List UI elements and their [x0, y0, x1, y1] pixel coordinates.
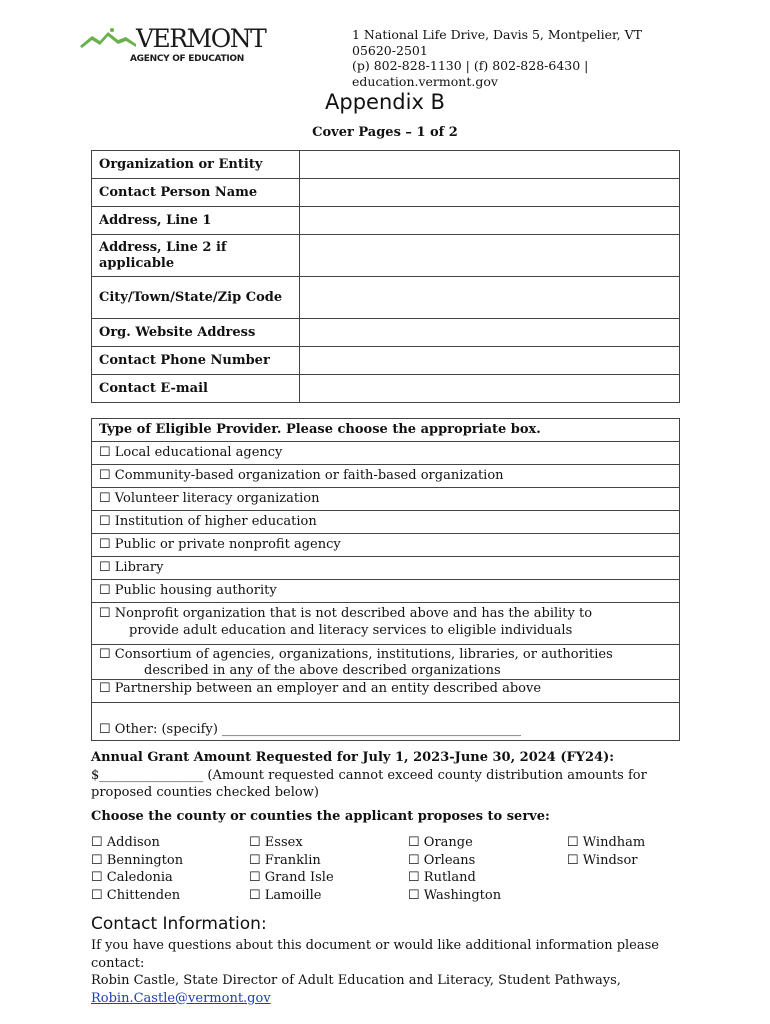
- checkbox-icon[interactable]: ☐: [99, 468, 111, 483]
- table-row: [92, 488, 680, 511]
- table-row: [92, 534, 680, 557]
- provider-header: Type of Eligible Provider. Please choose the appropriate box.: [92, 419, 680, 442]
- field-label: Contact Phone Number: [92, 347, 300, 375]
- option-label-cont: described in any of the above described organizations: [144, 663, 501, 678]
- agency-address: [352, 27, 672, 89]
- grant-amount-section: [91, 749, 691, 802]
- provider-option-partnership[interactable]: [92, 680, 680, 703]
- table-row: [92, 511, 680, 534]
- checkbox-icon[interactable]: ☐: [567, 852, 579, 868]
- county-option[interactable]: [91, 834, 183, 852]
- table-row: [92, 235, 680, 277]
- table-row: [92, 207, 680, 235]
- contact-intro: If you have questions about this document or would like additional information please contact:: [91, 938, 659, 971]
- county-label: Windsor: [582, 852, 638, 868]
- table-row: [92, 580, 680, 603]
- field-label: City/Town/State/Zip Code: [92, 277, 300, 319]
- table-row: [92, 603, 680, 645]
- table-row: [92, 680, 680, 703]
- grant-note: (Amount requested cannot exceed county distribution amounts for proposed counties checked below): [91, 767, 647, 800]
- table-row: [92, 419, 680, 442]
- provider-option-higher-education[interactable]: [92, 511, 680, 534]
- checkbox-icon[interactable]: ☐: [99, 606, 111, 621]
- field-label: Organization or Entity: [92, 151, 300, 179]
- county-option[interactable]: [567, 852, 645, 870]
- checkbox-icon[interactable]: ☐: [408, 870, 420, 885]
- table-row: [92, 151, 680, 179]
- county-option[interactable]: [408, 887, 501, 905]
- address-line: 1 National Life Drive, Davis 5, Montpelier, VT: [352, 27, 642, 42]
- checkbox-icon[interactable]: ☐: [408, 887, 420, 903]
- grant-amount-input[interactable]: $________________: [91, 767, 204, 783]
- county-column: [567, 834, 645, 869]
- county-label: Addison: [106, 835, 160, 850]
- field-label: Contact E-mail: [92, 375, 300, 403]
- county-label: Orleans: [423, 852, 476, 868]
- provider-type-table: [91, 418, 680, 741]
- field-label: Contact Person Name: [92, 179, 300, 207]
- checkbox-icon[interactable]: ☐: [249, 870, 261, 885]
- address-line1-field[interactable]: [300, 207, 680, 235]
- county-label: Franklin: [264, 852, 321, 868]
- logo-agency: AGENCY OF EDUCATION: [130, 54, 244, 64]
- field-label: Address, Line 2 if applicable: [92, 235, 300, 277]
- county-option[interactable]: [249, 834, 334, 852]
- option-label: Consortium of agencies, organizations, institutions, libraries, or authorities: [114, 647, 613, 662]
- checkbox-icon[interactable]: ☐: [99, 537, 111, 552]
- county-label: Bennington: [106, 852, 184, 868]
- checkbox-icon[interactable]: ☐: [99, 647, 111, 662]
- provider-option-other-nonprofit[interactable]: [92, 603, 680, 645]
- contact-email-link[interactable]: Robin.Castle@vermont.gov: [91, 990, 271, 1006]
- provider-option-community-based[interactable]: [92, 465, 680, 488]
- provider-option-library[interactable]: [92, 557, 680, 580]
- checkbox-icon[interactable]: ☐: [249, 887, 261, 903]
- option-label: Public housing authority: [114, 583, 277, 598]
- contact-person-field[interactable]: [300, 179, 680, 207]
- county-option[interactable]: [408, 869, 501, 887]
- organization-field[interactable]: [300, 151, 680, 179]
- option-label: Library: [114, 560, 164, 575]
- checkbox-icon[interactable]: ☐: [567, 835, 579, 850]
- county-option[interactable]: [91, 869, 183, 887]
- table-row: [92, 465, 680, 488]
- page-title: Appendix B: [325, 90, 445, 114]
- contact-heading: Contact Information:: [91, 914, 267, 934]
- page-subtitle: Cover Pages – 1 of 2: [312, 125, 458, 140]
- contact-info: [91, 937, 691, 1007]
- county-label: Rutland: [423, 870, 476, 885]
- checkbox-icon[interactable]: ☐: [91, 887, 103, 903]
- counties-heading: Choose the county or counties the applicant proposes to serve:: [91, 809, 550, 824]
- provider-option-consortium[interactable]: [92, 645, 680, 680]
- option-label: Partnership between an employer and an entity described above: [114, 681, 542, 696]
- email-field[interactable]: [300, 375, 680, 403]
- table-row: [92, 375, 680, 403]
- checkbox-icon[interactable]: ☐: [408, 835, 420, 850]
- field-label: Address, Line 1: [92, 207, 300, 235]
- county-option[interactable]: [408, 834, 501, 852]
- provider-option-volunteer-literacy[interactable]: [92, 488, 680, 511]
- checkbox-icon[interactable]: ☐: [249, 852, 261, 868]
- table-row: [92, 347, 680, 375]
- organization-info-table: [91, 150, 680, 403]
- logo-name: VERMONT: [136, 24, 266, 53]
- website-field[interactable]: [300, 319, 680, 347]
- checkbox-icon[interactable]: ☐: [99, 583, 111, 598]
- provider-option-public-housing[interactable]: [92, 580, 680, 603]
- field-label: Org. Website Address: [92, 319, 300, 347]
- county-column: [408, 834, 501, 904]
- checkbox-icon[interactable]: ☐: [99, 681, 111, 696]
- county-option[interactable]: [249, 887, 334, 905]
- address-line: 05620-2501: [352, 42, 428, 58]
- provider-option-other[interactable]: [92, 703, 680, 741]
- table-row: [92, 179, 680, 207]
- option-label: Nonprofit organization that is not described above and has the ability to: [114, 606, 593, 621]
- checkbox-icon[interactable]: ☐: [99, 445, 111, 460]
- option-label: Institution of higher education: [114, 514, 317, 529]
- checkbox-icon[interactable]: ☐: [249, 835, 261, 850]
- checkbox-icon[interactable]: ☐: [408, 852, 420, 868]
- provider-option-nonprofit-agency[interactable]: [92, 534, 680, 557]
- county-option[interactable]: [408, 852, 501, 870]
- city-state-zip-field[interactable]: [300, 277, 680, 319]
- table-row: [92, 645, 680, 680]
- county-label: Chittenden: [106, 887, 181, 903]
- county-label: Washington: [423, 887, 502, 903]
- county-label: Grand Isle: [264, 870, 334, 885]
- website-line: education.vermont.gov: [352, 73, 498, 89]
- provider-option-local-educational-agency[interactable]: [92, 442, 680, 465]
- table-row: [92, 277, 680, 319]
- checkbox-icon[interactable]: ☐: [99, 491, 111, 506]
- checkbox-icon[interactable]: ☐: [99, 722, 111, 737]
- phone-field[interactable]: [300, 347, 680, 375]
- county-label: Orange: [423, 835, 473, 850]
- county-column: [249, 834, 334, 904]
- option-label: Other: (specify) ______________________________________________: [114, 722, 522, 737]
- county-option[interactable]: [249, 852, 334, 870]
- county-label: Windham: [582, 835, 646, 850]
- county-column: [91, 834, 183, 904]
- option-label: Public or private nonprofit agency: [114, 537, 341, 552]
- county-option[interactable]: [91, 852, 183, 870]
- option-label: Community-based organization or faith-based organization: [114, 468, 504, 483]
- checkbox-icon[interactable]: ☐: [99, 560, 111, 575]
- option-label: Volunteer literacy organization: [114, 491, 320, 506]
- checkbox-icon[interactable]: ☐: [91, 835, 103, 850]
- county-label: Lamoille: [264, 887, 322, 903]
- table-row: [92, 703, 680, 741]
- county-label: Caledonia: [106, 870, 173, 885]
- county-option[interactable]: [91, 887, 183, 905]
- table-row: [92, 319, 680, 347]
- table-row: [92, 442, 680, 465]
- grant-amount-line: [91, 767, 691, 802]
- county-label: Essex: [264, 835, 303, 850]
- county-option[interactable]: [567, 834, 645, 852]
- address-line2-field[interactable]: [300, 235, 680, 277]
- table-row: [92, 557, 680, 580]
- grant-heading: Annual Grant Amount Requested for July 1, 2023-June 30, 2024 (FY24):: [91, 750, 615, 765]
- phone-fax-line: (p) 802-828-1130 | (f) 802-828-6430 |: [352, 58, 589, 73]
- vermont-aoe-logo: [78, 24, 266, 70]
- option-label: Local educational agency: [114, 445, 283, 460]
- contact-person: Robin Castle, State Director of Adult Education and Literacy, Student Pathways,: [91, 973, 621, 988]
- checkbox-icon[interactable]: ☐: [99, 514, 111, 529]
- option-label-cont: provide adult education and literacy services to eligible individuals: [129, 623, 573, 638]
- checkbox-icon[interactable]: ☐: [91, 870, 103, 885]
- county-option[interactable]: [249, 869, 334, 887]
- mountain-logo-icon: [78, 26, 138, 52]
- checkbox-icon[interactable]: ☐: [91, 852, 103, 868]
